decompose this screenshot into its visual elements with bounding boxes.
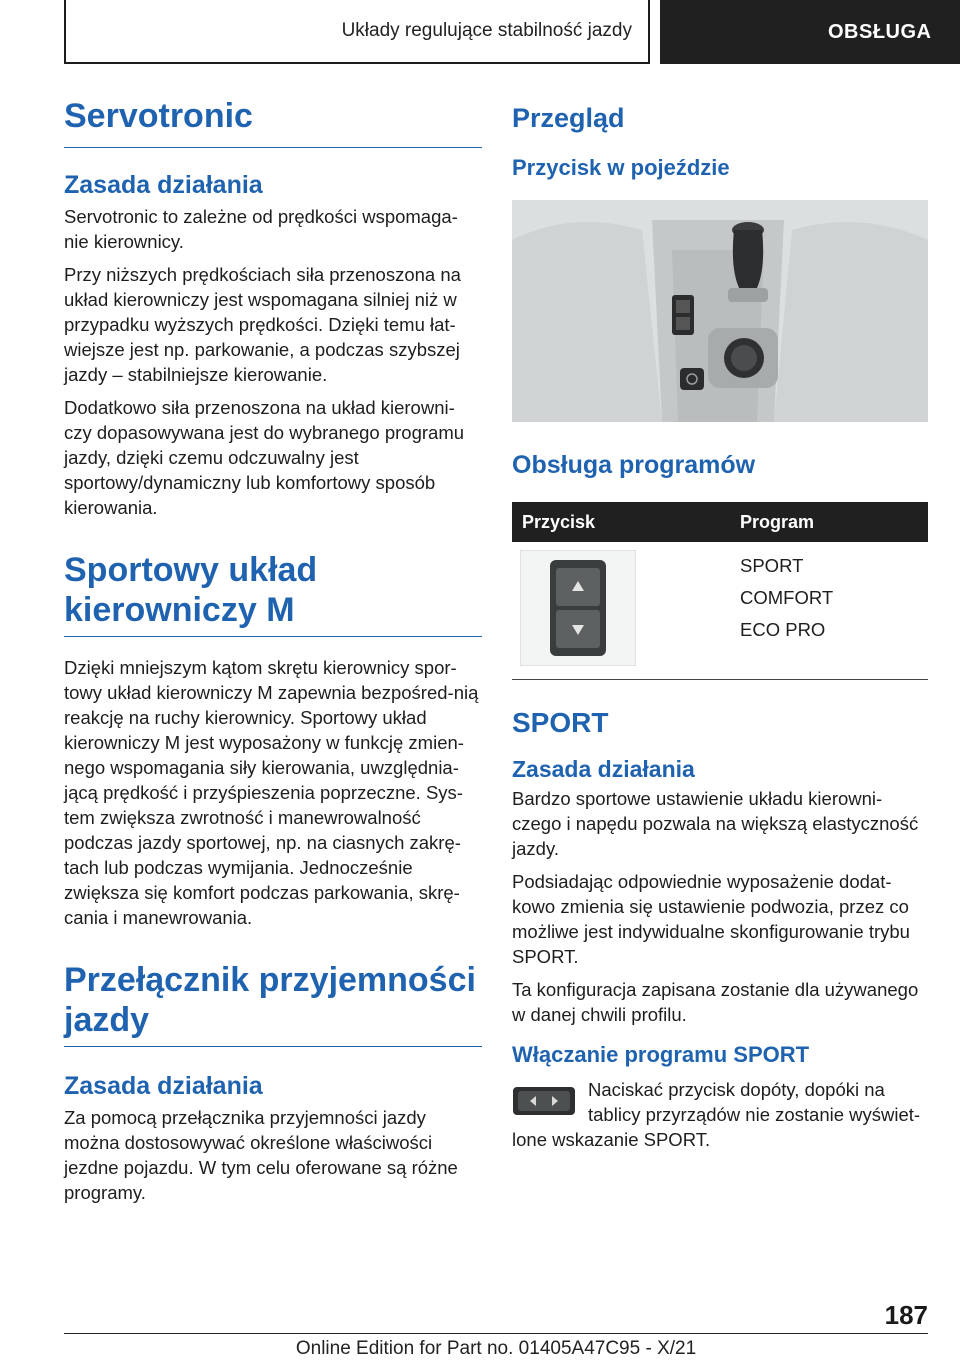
- table-header: [512, 502, 928, 542]
- principle-heading-3: Zasada działania: [512, 756, 695, 782]
- running-header: [64, 0, 650, 64]
- program-list: [740, 542, 833, 679]
- table-row: [512, 542, 928, 680]
- mode-rocker-switch-icon: [520, 550, 636, 666]
- servotronic-para-3: Dodatkowo siła przenoszona na układ kierowni-czy dopasowywana jest do wybranego programu jazdy, dzięki czemu odczuwalny jest sportowy/dynamiczny lub komfortowy sposób kierowania.: [64, 397, 465, 518]
- header-title: Układy regulujące stabilność jazdy: [341, 20, 632, 41]
- overview-heading: Przegląd: [512, 103, 625, 133]
- driving-switch-para: Za pomocą przełącznika przyjemności jazdy można dostosowywać określone właściwości jezdne pojazdu. W tym celu oferowane są różne programy.: [64, 1107, 458, 1203]
- activate-sport-heading: Włączanie programu SPORT: [512, 1042, 810, 1067]
- principle-heading-2: Zasada działania: [64, 1072, 263, 1100]
- button-in-vehicle-heading: Przycisk w pojeździe: [512, 155, 730, 180]
- right-column: [512, 96, 928, 1152]
- mode-switch-side-icon: [512, 1083, 576, 1119]
- program-table: [512, 502, 928, 680]
- servotronic-para-2: Przy niższych prędkościach siła przenoszona na układ kierowniczy jest wspomagana silniej niż w przypadku wyższych prędkości. Dzięki temu łat-wiejsze jest np. parkowanie, a podczas szybszej jazdy – stabilniejsze kierowanie.: [64, 264, 461, 385]
- sport-heading: SPORT: [512, 707, 609, 738]
- program-eco-pro: ECO PRO: [740, 619, 826, 640]
- program-operation-heading: Obsługa programów: [512, 451, 756, 479]
- center-console-illustration: [512, 200, 928, 422]
- sport-steering-heading: [64, 550, 482, 637]
- activate-sport-para: Naciskać przycisk dopóty, dopóki na tablicy przyrządów nie zostanie wyświet-lone wskazanie SPORT.: [512, 1079, 921, 1150]
- left-column: [64, 96, 482, 1205]
- column-header-program: Program: [740, 511, 815, 532]
- section-tab-label: OBSŁUGA: [828, 20, 932, 43]
- edition-footer: Online Edition for Part no. 01405A47C95 - X/21: [295, 1338, 697, 1359]
- sport-para-1: Bardzo sportowe ustawienie układu kierowni-czego i napędu pozwala na większą elastyczność jazdy.: [512, 788, 919, 859]
- center-console-photo: [512, 200, 928, 422]
- section-tab: [660, 0, 960, 64]
- sport-para-3: Ta konfiguracja zapisana zostanie dla używanego w danej chwili profilu.: [512, 979, 919, 1025]
- sport-para-2: Podsiadając odpowiednie wyposażenie dodat-kowo zmienia się ustawienie podwozia, przez co możliwe jest indywidualne skonfigurowanie trybu SPORT.: [512, 871, 910, 967]
- page-number: 187: [884, 1300, 928, 1330]
- column-header-button: Przycisk: [522, 511, 596, 532]
- footer-rule: [64, 1333, 928, 1334]
- program-comfort: COMFORT: [740, 587, 834, 608]
- servotronic-para-1: Servotronic to zależne od prędkości wspomaga-nie kierownicy.: [64, 206, 458, 252]
- sport-steering-heading-line-2: kierowniczy M: [64, 591, 295, 629]
- driving-switch-heading: [64, 960, 482, 1047]
- sport-steering-para: Dzięki mniejszym kątom skrętu kierownicy spor-towy układ kierowniczy M zapewnia bezpośred-nią reakcję na ruchy kierownicy. Sportowy układ kierowniczy M jest wyposażony w funkcję zmien-nego wspomagania siły kierowania, uwzględnia-jącą prędkość i przyśpieszenia poprzeczne. Sys-tem zwiększa zwrotność i manewrowalność podczas jazdy sportowej, np. na ciasnych zakrę-tach lub podczas wymijania. Jednocześnie zwiększa się komfort podczas parkowania, skrę-cania i manewrowania.: [64, 657, 479, 928]
- driving-switch-heading-line-1: Przełącznik przyjemności: [64, 961, 476, 999]
- activate-sport-block: [512, 1077, 928, 1152]
- servotronic-heading: Servotronic: [64, 96, 482, 148]
- driving-switch-heading-line-2: jazdy: [64, 1001, 150, 1039]
- principle-heading-1: Zasada działania: [64, 171, 263, 199]
- sport-steering-heading-line-1: Sportowy układ: [64, 551, 318, 589]
- program-sport: SPORT: [740, 555, 804, 576]
